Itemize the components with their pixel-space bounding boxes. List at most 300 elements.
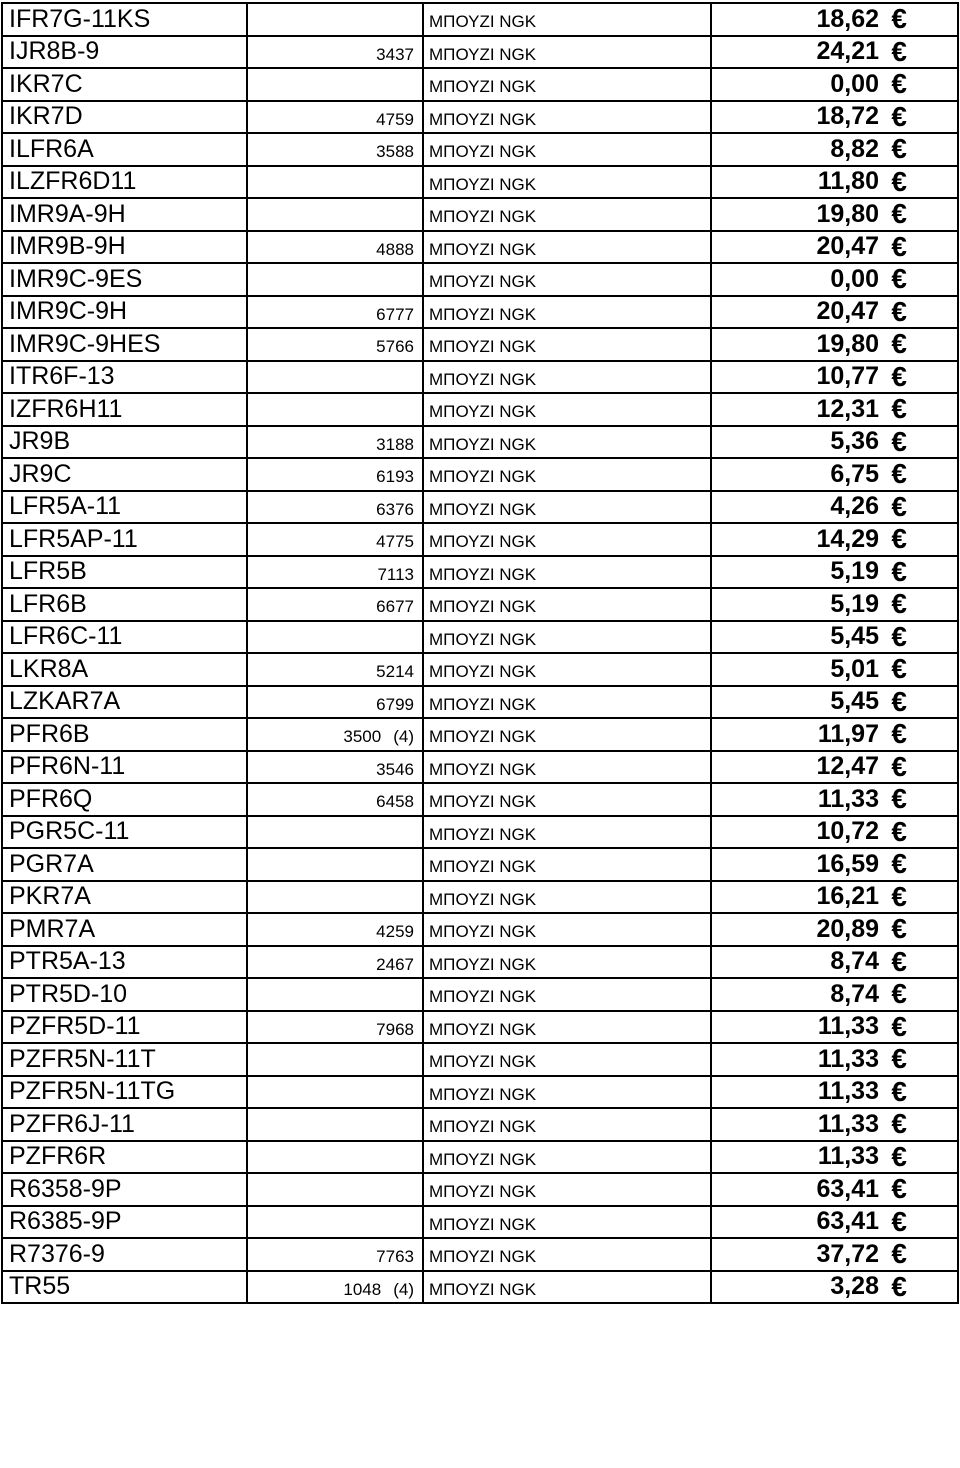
- euro-icon: €: [891, 978, 907, 1010]
- euro-icon: €: [891, 1108, 907, 1140]
- price-value: 11,33: [817, 1109, 879, 1138]
- table-row: [2, 978, 958, 1011]
- part-code: IMR9C-9HES: [2, 328, 247, 361]
- part-description: ΜΠΟΥΖΙ NGK: [423, 426, 711, 459]
- part-description: ΜΠΟΥΖΙ NGK: [423, 491, 711, 524]
- part-number: 6677: [376, 597, 414, 617]
- price-value: 4,26: [830, 492, 879, 521]
- part-description: ΜΠΟΥΖΙ NGK: [423, 231, 711, 264]
- price-value: 12,31: [816, 394, 879, 423]
- part-code: PZFR5D-11: [2, 1011, 247, 1044]
- part-number-cell: [247, 101, 423, 134]
- part-code: LFR6B: [2, 588, 247, 621]
- table-row: [2, 426, 958, 459]
- price-cell: [711, 1141, 958, 1174]
- euro-icon: €: [891, 653, 907, 685]
- euro-icon: €: [891, 1205, 907, 1237]
- part-number-cell: [247, 751, 423, 784]
- part-code: PTR5A-13: [2, 946, 247, 979]
- part-number: 4759: [376, 109, 414, 129]
- euro-icon: €: [891, 1043, 907, 1075]
- part-description: ΜΠΟΥΖΙ NGK: [423, 361, 711, 394]
- part-number-cell: [247, 523, 423, 556]
- part-description: ΜΠΟΥΖΙ NGK: [423, 978, 711, 1011]
- part-number-cell: [247, 1011, 423, 1044]
- table-row: [2, 1238, 958, 1271]
- price-cell: [711, 621, 958, 654]
- price-cell: [711, 361, 958, 394]
- euro-icon: €: [891, 1140, 907, 1172]
- euro-icon: €: [891, 328, 907, 360]
- price-cell: [711, 458, 958, 491]
- euro-icon: €: [891, 620, 907, 652]
- part-code: PZFR6R: [2, 1141, 247, 1174]
- part-number-cell: [247, 1076, 423, 1109]
- price-value: 18,72: [816, 102, 879, 131]
- table-row: [2, 101, 958, 134]
- price-cell: [711, 231, 958, 264]
- part-code: PTR5D-10: [2, 978, 247, 1011]
- part-number: 3546: [376, 759, 414, 779]
- part-number-cell: [247, 913, 423, 946]
- euro-icon: €: [891, 718, 907, 750]
- part-number: 1048: [343, 1279, 382, 1299]
- part-code: LZKAR7A: [2, 686, 247, 719]
- part-code: TR55: [2, 1271, 247, 1304]
- table-row: [2, 361, 958, 394]
- part-description: ΜΠΟΥΖΙ NGK: [423, 393, 711, 426]
- price-cell: [711, 3, 958, 36]
- price-cell: [711, 198, 958, 231]
- part-description: ΜΠΟΥΖΙ NGK: [423, 36, 711, 69]
- table-row: [2, 1108, 958, 1141]
- price-cell: [711, 816, 958, 849]
- part-number-cell: [247, 718, 423, 751]
- price-cell: [711, 1108, 958, 1141]
- part-code: R6358-9P: [2, 1173, 247, 1206]
- part-code: PZFR5N-11TG: [2, 1076, 247, 1109]
- part-description: ΜΠΟΥΖΙ NGK: [423, 1238, 711, 1271]
- euro-icon: €: [891, 750, 907, 782]
- price-value: 11,33: [817, 1044, 879, 1073]
- price-value: 8,82: [830, 134, 879, 163]
- price-cell: [711, 1271, 958, 1304]
- price-cell: [711, 1011, 958, 1044]
- euro-icon: €: [891, 523, 907, 555]
- part-description: ΜΠΟΥΖΙ NGK: [423, 1141, 711, 1174]
- price-cell: [711, 653, 958, 686]
- table-row: [2, 1043, 958, 1076]
- table-row: [2, 718, 958, 751]
- part-code: PMR7A: [2, 913, 247, 946]
- price-cell: [711, 1238, 958, 1271]
- price-value: 10,77: [816, 362, 879, 391]
- part-number-cell: [247, 556, 423, 589]
- euro-icon: €: [891, 880, 907, 912]
- part-number-cell: [247, 68, 423, 101]
- part-description: ΜΠΟΥΖΙ NGK: [423, 523, 711, 556]
- part-number-cell: [247, 588, 423, 621]
- table-row: [2, 556, 958, 589]
- table-row: [2, 36, 958, 69]
- price-value: 5,19: [830, 589, 879, 618]
- part-description: ΜΠΟΥΖΙ NGK: [423, 1011, 711, 1044]
- euro-icon: €: [891, 165, 907, 197]
- part-description: ΜΠΟΥΖΙ NGK: [423, 686, 711, 719]
- table-row: [2, 296, 958, 329]
- part-code: IKR7D: [2, 101, 247, 134]
- part-description: ΜΠΟΥΖΙ NGK: [423, 263, 711, 296]
- table-row: [2, 1206, 958, 1239]
- part-description: ΜΠΟΥΖΙ NGK: [423, 913, 711, 946]
- price-value: 3,28: [830, 1272, 879, 1301]
- part-code: ILFR6A: [2, 133, 247, 166]
- price-value: 24,21: [816, 37, 879, 66]
- price-value: 20,47: [816, 232, 879, 261]
- euro-icon: €: [891, 100, 907, 132]
- price-cell: [711, 166, 958, 199]
- price-value: 8,74: [830, 979, 879, 1008]
- part-number-cell: [247, 1173, 423, 1206]
- euro-icon: €: [891, 815, 907, 847]
- part-number-cell: [247, 166, 423, 199]
- part-number-cell: [247, 621, 423, 654]
- table-row: [2, 1271, 958, 1304]
- euro-icon: €: [891, 230, 907, 262]
- price-cell: [711, 523, 958, 556]
- part-description: ΜΠΟΥΖΙ NGK: [423, 3, 711, 36]
- price-value: 12,47: [816, 752, 879, 781]
- euro-icon: €: [891, 490, 907, 522]
- table-row: [2, 198, 958, 231]
- table-row: [2, 1011, 958, 1044]
- price-cell: [711, 783, 958, 816]
- part-description: ΜΠΟΥΖΙ NGK: [423, 718, 711, 751]
- part-number-cell: [247, 1271, 423, 1304]
- part-code: IMR9A-9H: [2, 198, 247, 231]
- price-value: 37,72: [816, 1239, 879, 1268]
- part-description: ΜΠΟΥΖΙ NGK: [423, 588, 711, 621]
- table-row: [2, 393, 958, 426]
- euro-icon: €: [891, 133, 907, 165]
- part-number: 5766: [376, 337, 414, 357]
- euro-icon: €: [891, 848, 907, 880]
- part-number-cell: [247, 816, 423, 849]
- price-value: 5,45: [830, 687, 879, 716]
- table-row: [2, 1173, 958, 1206]
- part-number-cell: [247, 1238, 423, 1271]
- table-row: [2, 1076, 958, 1109]
- euro-icon: €: [891, 263, 907, 295]
- part-description: ΜΠΟΥΖΙ NGK: [423, 328, 711, 361]
- part-code: IJR8B-9: [2, 36, 247, 69]
- part-code: LFR5B: [2, 556, 247, 589]
- table-row: [2, 328, 958, 361]
- table-row: [2, 166, 958, 199]
- price-value: 63,41: [816, 1174, 879, 1203]
- part-description: ΜΠΟΥΖΙ NGK: [423, 1043, 711, 1076]
- price-cell: [711, 426, 958, 459]
- part-number: 6193: [376, 467, 414, 487]
- table-row: [2, 816, 958, 849]
- part-code: R6385-9P: [2, 1206, 247, 1239]
- price-value: 19,80: [816, 199, 879, 228]
- table-row: [2, 523, 958, 556]
- euro-icon: €: [891, 1238, 907, 1270]
- euro-icon: €: [891, 198, 907, 230]
- part-number: 3500: [343, 727, 382, 747]
- part-number-cell: [247, 296, 423, 329]
- price-value: 11,33: [817, 1142, 879, 1171]
- table-row: [2, 458, 958, 491]
- table-row: [2, 133, 958, 166]
- part-number: 2467: [376, 954, 414, 974]
- table-row: [2, 3, 958, 36]
- table-row: [2, 783, 958, 816]
- part-code: LFR5AP-11: [2, 523, 247, 556]
- part-code: ILZFR6D11: [2, 166, 247, 199]
- part-code: PGR5C-11: [2, 816, 247, 849]
- price-cell: [711, 978, 958, 1011]
- part-code: IKR7C: [2, 68, 247, 101]
- part-code: PGR7A: [2, 848, 247, 881]
- part-number-cell: [247, 263, 423, 296]
- price-cell: [711, 1173, 958, 1206]
- part-number-cell: [247, 1043, 423, 1076]
- part-description: ΜΠΟΥΖΙ NGK: [423, 1108, 711, 1141]
- table-row: [2, 653, 958, 686]
- part-code: IMR9C-9ES: [2, 263, 247, 296]
- euro-icon: €: [891, 555, 907, 587]
- part-description: ΜΠΟΥΖΙ NGK: [423, 198, 711, 231]
- part-code: PFR6N-11: [2, 751, 247, 784]
- part-description: ΜΠΟΥΖΙ NGK: [423, 1206, 711, 1239]
- part-code: LFR6C-11: [2, 621, 247, 654]
- part-number: 4775: [376, 532, 414, 552]
- part-description: ΜΠΟΥΖΙ NGK: [423, 751, 711, 784]
- part-number: 6777: [376, 304, 414, 324]
- price-value: 8,74: [830, 947, 879, 976]
- part-description: ΜΠΟΥΖΙ NGK: [423, 653, 711, 686]
- price-value: 20,89: [816, 914, 879, 943]
- price-cell: [711, 913, 958, 946]
- part-code: IZFR6H11: [2, 393, 247, 426]
- euro-icon: €: [891, 588, 907, 620]
- euro-icon: €: [891, 68, 907, 100]
- euro-icon: €: [891, 458, 907, 490]
- part-number-cell: [247, 133, 423, 166]
- part-number: 7113: [377, 564, 414, 584]
- price-cell: [711, 68, 958, 101]
- price-value: 11,80: [817, 167, 879, 196]
- part-number: 6458: [376, 792, 414, 812]
- part-code: PFR6B: [2, 718, 247, 751]
- part-description: ΜΠΟΥΖΙ NGK: [423, 133, 711, 166]
- part-code: PKR7A: [2, 881, 247, 914]
- price-cell: [711, 393, 958, 426]
- pack-quantity: (4): [393, 727, 414, 747]
- price-cell: [711, 881, 958, 914]
- euro-icon: €: [891, 35, 907, 67]
- part-description: ΜΠΟΥΖΙ NGK: [423, 946, 711, 979]
- price-cell: [711, 1043, 958, 1076]
- euro-icon: €: [891, 685, 907, 717]
- part-number-cell: [247, 458, 423, 491]
- price-value: 5,45: [830, 622, 879, 651]
- part-description: ΜΠΟΥΖΙ NGK: [423, 621, 711, 654]
- price-value: 11,97: [817, 719, 879, 748]
- price-value: 16,59: [816, 849, 879, 878]
- table-row: [2, 946, 958, 979]
- price-cell: [711, 556, 958, 589]
- price-value: 14,29: [816, 524, 879, 553]
- price-value: 5,36: [830, 427, 879, 456]
- part-number-cell: [247, 686, 423, 719]
- part-description: ΜΠΟΥΖΙ NGK: [423, 783, 711, 816]
- table-row: [2, 263, 958, 296]
- price-value: 11,33: [817, 1077, 879, 1106]
- price-value: 0,00: [830, 69, 879, 98]
- pack-quantity: (4): [393, 1279, 414, 1299]
- price-cell: [711, 946, 958, 979]
- euro-icon: €: [891, 945, 907, 977]
- price-list-table: [1, 2, 959, 1304]
- part-code: LKR8A: [2, 653, 247, 686]
- price-value: 5,01: [830, 654, 879, 683]
- part-code: IMR9B-9H: [2, 231, 247, 264]
- table-row: [2, 491, 958, 524]
- price-value: 11,33: [817, 784, 879, 813]
- part-code: ITR6F-13: [2, 361, 247, 394]
- price-value: 20,47: [816, 297, 879, 326]
- part-number-cell: [247, 231, 423, 264]
- table-row: [2, 881, 958, 914]
- part-number: 6799: [376, 694, 414, 714]
- euro-icon: €: [891, 295, 907, 327]
- euro-icon: €: [891, 1010, 907, 1042]
- price-cell: [711, 36, 958, 69]
- price-value: 19,80: [816, 329, 879, 358]
- part-description: ΜΠΟΥΖΙ NGK: [423, 881, 711, 914]
- part-number-cell: [247, 36, 423, 69]
- part-code: IFR7G-11KS: [2, 3, 247, 36]
- part-number: 4259: [376, 922, 414, 942]
- part-code: PFR6Q: [2, 783, 247, 816]
- table-row: [2, 686, 958, 719]
- euro-icon: €: [891, 393, 907, 425]
- euro-icon: €: [891, 1270, 907, 1302]
- part-number-cell: [247, 946, 423, 979]
- part-description: ΜΠΟΥΖΙ NGK: [423, 1173, 711, 1206]
- price-value: 0,00: [830, 264, 879, 293]
- part-code: JR9B: [2, 426, 247, 459]
- price-value: 63,41: [816, 1207, 879, 1236]
- part-number-cell: [247, 426, 423, 459]
- table-row: [2, 751, 958, 784]
- part-description: ΜΠΟΥΖΙ NGK: [423, 1271, 711, 1304]
- table-row: [2, 1141, 958, 1174]
- part-description: ΜΠΟΥΖΙ NGK: [423, 101, 711, 134]
- price-cell: [711, 751, 958, 784]
- table-row: [2, 848, 958, 881]
- part-number: 7763: [376, 1247, 414, 1267]
- price-list-body: [2, 3, 958, 1303]
- euro-icon: €: [891, 360, 907, 392]
- table-row: [2, 588, 958, 621]
- part-number-cell: [247, 783, 423, 816]
- part-code: LFR5A-11: [2, 491, 247, 524]
- price-cell: [711, 848, 958, 881]
- part-number-cell: [247, 653, 423, 686]
- part-number-cell: [247, 198, 423, 231]
- price-cell: [711, 588, 958, 621]
- part-number: 3437: [376, 44, 414, 64]
- part-number: 3588: [376, 142, 414, 162]
- part-number-cell: [247, 881, 423, 914]
- price-cell: [711, 718, 958, 751]
- part-number: 6376: [376, 499, 414, 519]
- part-description: ΜΠΟΥΖΙ NGK: [423, 848, 711, 881]
- part-number-cell: [247, 1141, 423, 1174]
- part-code: PZFR5N-11T: [2, 1043, 247, 1076]
- price-value: 10,72: [816, 817, 879, 846]
- part-code: JR9C: [2, 458, 247, 491]
- price-value: 11,33: [817, 1012, 879, 1041]
- part-description: ΜΠΟΥΖΙ NGK: [423, 166, 711, 199]
- price-cell: [711, 1076, 958, 1109]
- euro-icon: €: [891, 783, 907, 815]
- euro-icon: €: [891, 425, 907, 457]
- part-code: R7376-9: [2, 1238, 247, 1271]
- part-number: 3188: [376, 434, 414, 454]
- euro-icon: €: [891, 913, 907, 945]
- part-description: ΜΠΟΥΖΙ NGK: [423, 816, 711, 849]
- price-cell: [711, 491, 958, 524]
- part-number-cell: [247, 361, 423, 394]
- part-number: 4888: [376, 239, 414, 259]
- price-cell: [711, 263, 958, 296]
- price-value: 16,21: [816, 882, 879, 911]
- part-description: ΜΠΟΥΖΙ NGK: [423, 68, 711, 101]
- part-number-cell: [247, 393, 423, 426]
- part-number-cell: [247, 3, 423, 36]
- euro-icon: €: [891, 1075, 907, 1107]
- price-value: 18,62: [816, 4, 879, 33]
- part-description: ΜΠΟΥΖΙ NGK: [423, 296, 711, 329]
- part-description: ΜΠΟΥΖΙ NGK: [423, 556, 711, 589]
- table-row: [2, 231, 958, 264]
- price-cell: [711, 1206, 958, 1239]
- price-cell: [711, 133, 958, 166]
- price-value: 5,19: [830, 557, 879, 586]
- euro-icon: €: [891, 1173, 907, 1205]
- part-description: ΜΠΟΥΖΙ NGK: [423, 1076, 711, 1109]
- part-number-cell: [247, 328, 423, 361]
- price-cell: [711, 101, 958, 134]
- price-cell: [711, 296, 958, 329]
- table-row: [2, 913, 958, 946]
- part-number-cell: [247, 491, 423, 524]
- part-number: 7968: [376, 1019, 414, 1039]
- part-number: 5214: [376, 662, 414, 682]
- price-value: 6,75: [830, 459, 879, 488]
- part-code: PZFR6J-11: [2, 1108, 247, 1141]
- part-description: ΜΠΟΥΖΙ NGK: [423, 458, 711, 491]
- part-code: IMR9C-9H: [2, 296, 247, 329]
- table-row: [2, 68, 958, 101]
- part-number-cell: [247, 1108, 423, 1141]
- part-number-cell: [247, 978, 423, 1011]
